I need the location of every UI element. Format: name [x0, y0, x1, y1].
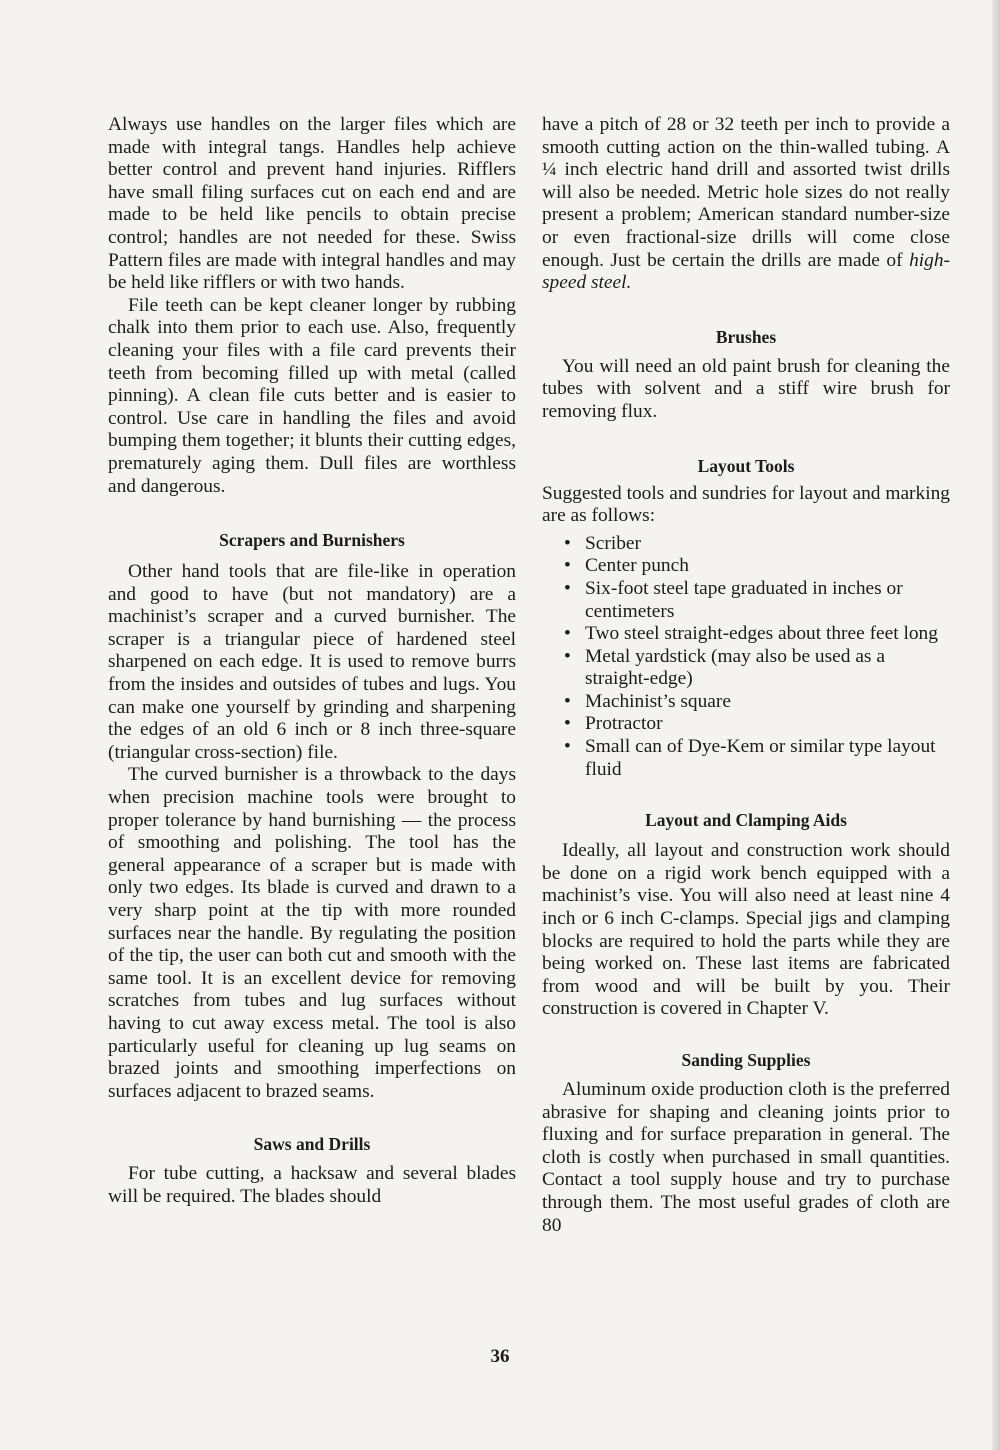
blade-pitch-text: have a pitch of 28 or 32 teeth per inch to provide a smooth cutting action on the thin-walled tubing. A ¼ inch electric hand drill and assorted twist drills will also be needed. Metric hole sizes do not really present a problem; American standard number-size or even fractional-size drills will come close enough. Just be certain the drills are made of	[542, 114, 950, 271]
bullet: •	[564, 713, 571, 735]
paragraph-file-teeth: File teeth can be kept cleaner longer by rubbing chalk into them prior to each use. Also, frequently cleaning your files with a file card prevents their teeth from becoming filled up with metal (called pinning). A clean file cuts better and is easier to control. Use care in handling the files and avoid bumping them together; it blunts their cutting edges, prematurely aging them. Dull files are worthless and dangerous.	[108, 294, 516, 497]
list-item: • Metal yardstick (may also be used as a straight-edge)	[564, 645, 885, 690]
list-item: • Machinist’s square	[564, 690, 731, 712]
heading-sanding-supplies: Sanding Supplies	[681, 1050, 811, 1070]
paragraph-clamping: Ideally, all layout and construction work should be done on a rigid work bench equipped with a machinist’s vise. You will also need at least nine 4 inch or 6 inch C-clamps. Special jigs and clamping blocks are required to hold the parts while they are being worked on. These last items are fabricated from wood and will be built by you. Their construction is covered in Chapter V.	[542, 840, 950, 1020]
bullet: •	[564, 532, 571, 554]
list-item: • Six-foot steel tape graduated in inches or centimeters	[564, 577, 903, 622]
bullet: •	[564, 645, 571, 667]
high-speed-steel-emphasis: high-speed steel.	[542, 249, 950, 294]
page-edge-shadow	[992, 0, 1000, 1450]
bullet: •	[564, 736, 571, 758]
heading-brushes: Brushes	[715, 326, 777, 347]
list-item: • Small can of Dye-Kem or similar type layout fluid	[564, 736, 936, 780]
list-item: • Center punch	[564, 555, 689, 577]
heading-scrapers-burnishers: Scrapers and Burnishers	[219, 530, 405, 551]
paragraph-layout-intro: Suggested tools and sundries for layout and marking are as follows:	[542, 482, 950, 527]
page-number: 36	[490, 1346, 510, 1367]
paragraph-brushes: You will need an old paint brush for cleaning the tubes with solvent and a stiff wire brush for removing flux.	[542, 355, 950, 422]
paragraph-file-handles: Always use handles on the larger files which are made with integral tangs. Handles help achieve better control and prevent hand injuries. Rifflers have small filing surfaces cut on each end and are made to be held like pencils to obtain precise control; handles are not needed for these. Swiss Pattern files are made with integral handles and may be held like rifflers or with two hands.	[108, 114, 516, 294]
list-item: • Scriber	[564, 532, 641, 554]
bullet: •	[564, 690, 571, 712]
left-column	[108, 114, 516, 1209]
list-item: • Two steel straight-edges about three feet long	[564, 623, 938, 645]
heading-layout-tools: Layout Tools	[697, 455, 795, 476]
bullet: •	[564, 555, 571, 577]
bullet: •	[564, 623, 571, 645]
layout-tools-list	[542, 533, 950, 782]
heading-layout-clamping-aids: Layout and Clamping Aids	[645, 810, 847, 831]
right-column	[542, 114, 950, 1237]
list-item: • Protractor	[564, 713, 663, 735]
paragraph-scraper: Other hand tools that are file-like in operation and good to have (but not mandatory) are a machinist’s scraper and a curved burnisher. The scraper is a triangular piece of hardened steel sharpened on each edge. It is used to remove burrs from the insides and outsides of tubes and lugs. You can make one yourself by grinding and sharpening the edges of an old 6 inch or 8 inch three-square (triangular cross-section) file.	[108, 561, 516, 763]
bullet: •	[564, 577, 571, 599]
heading-saws-drills: Saws and Drills	[253, 1134, 371, 1155]
paragraph-burnisher: The curved burnisher is a throwback to the days when precision machine tools were brought to proper tolerance by hand burnishing — the process of smoothing and polishing. The tool has the general appearance of a scraper but is made with only two edges. Its blade is curved and drawn to a very sharp point at the tip with more rounded surfaces near the handle. By regulating the position of the tip, the user can both cut and smooth with the same tool. It is an excellent device for removing scratches from tubes and lug surfaces without having to cut away excess metal. The tool is also particularly useful for cleaning up lug seams on brazed joints and smoothing imperfections on surfaces adjacent to brazed seams.	[108, 764, 516, 1102]
paragraph-sanding: Aluminum oxide production cloth is the preferred abrasive for shaping and cleaning joints prior to fluxing and for surface preparation in general. The cloth is costly when purchased in small quantities. Contact a tool supply house and try to purchase through them. The most useful grades of cloth are 80	[542, 1079, 950, 1236]
paragraph-blade-pitch	[542, 114, 950, 295]
paragraph-tube-cutting: For tube cutting, a hacksaw and several blades will be required. The blades should	[108, 1163, 516, 1207]
